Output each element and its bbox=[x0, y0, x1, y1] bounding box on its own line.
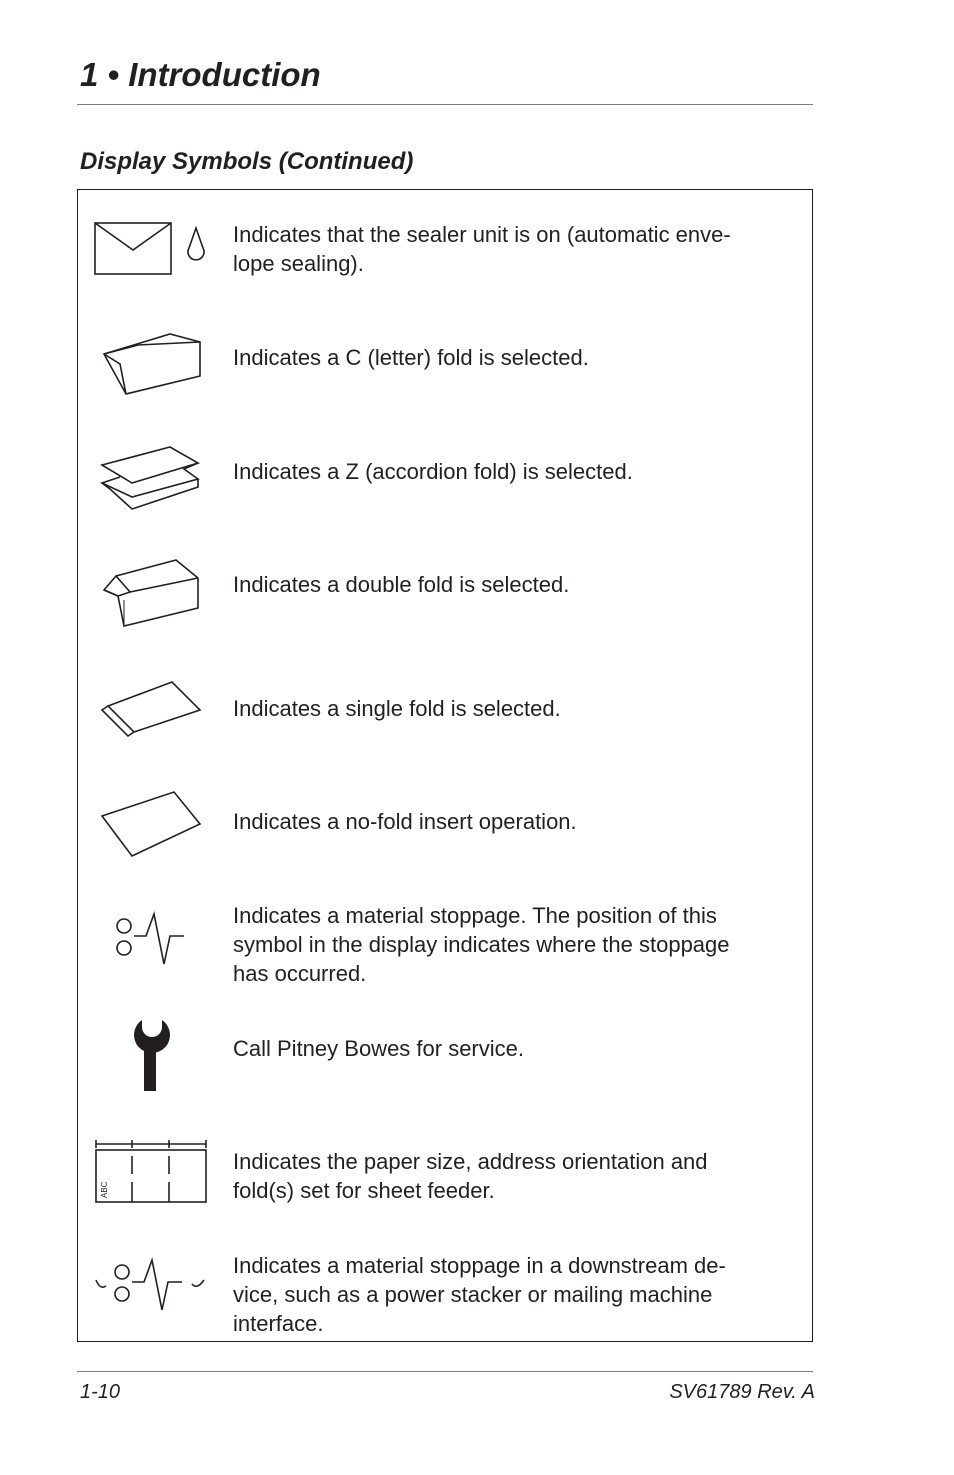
wrench-icon bbox=[128, 1017, 172, 1095]
symbol-description: Indicates a double fold is selected. bbox=[233, 572, 570, 597]
symbol-description: Indicates a no-fold insert operation. bbox=[233, 809, 577, 834]
sealer-envelope-icon bbox=[92, 220, 222, 278]
symbol-description: Call Pitney Bowes for service. bbox=[233, 1036, 524, 1061]
symbol-description: Indicates the paper size, address orientation and fold(s) set for sheet feeder. bbox=[233, 1149, 708, 1203]
z-accordion-fold-icon bbox=[98, 443, 208, 513]
symbol-description: Indicates a material stoppage. The position of this symbol in the display indicates where the stoppage has occurred. bbox=[233, 903, 730, 986]
no-fold-insert-icon bbox=[98, 786, 208, 862]
material-stoppage-icon bbox=[112, 910, 192, 970]
page-number: 1-10 bbox=[80, 1381, 121, 1403]
symbol-description: Indicates a Z (accordion fold) is selected. bbox=[233, 459, 633, 484]
header-divider bbox=[77, 104, 813, 105]
document-id: SV61789 Rev. A bbox=[669, 1381, 815, 1403]
symbol-description: Indicates a C (letter) fold is selected. bbox=[233, 345, 589, 370]
symbol-description: Indicates that the sealer unit is on (automatic enve- lope sealing). bbox=[233, 222, 731, 276]
symbol-description: Indicates a single fold is selected. bbox=[233, 696, 561, 721]
symbol-description: Indicates a material stoppage in a downstream de- vice, such as a power stacker or mailing machine interface. bbox=[233, 1253, 726, 1336]
downstream-stoppage-icon bbox=[94, 1256, 208, 1316]
chapter-title: 1 • Introduction bbox=[80, 56, 321, 93]
display-symbols-table bbox=[77, 189, 813, 1342]
address-abc-label: ABC bbox=[100, 1181, 109, 1198]
paper-size-address-icon bbox=[94, 1136, 208, 1206]
footer-divider bbox=[77, 1371, 813, 1372]
double-fold-icon bbox=[98, 556, 208, 632]
single-fold-icon bbox=[98, 678, 208, 742]
section-title: Display Symbols (Continued) bbox=[80, 148, 414, 175]
c-letter-fold-icon bbox=[98, 330, 208, 400]
